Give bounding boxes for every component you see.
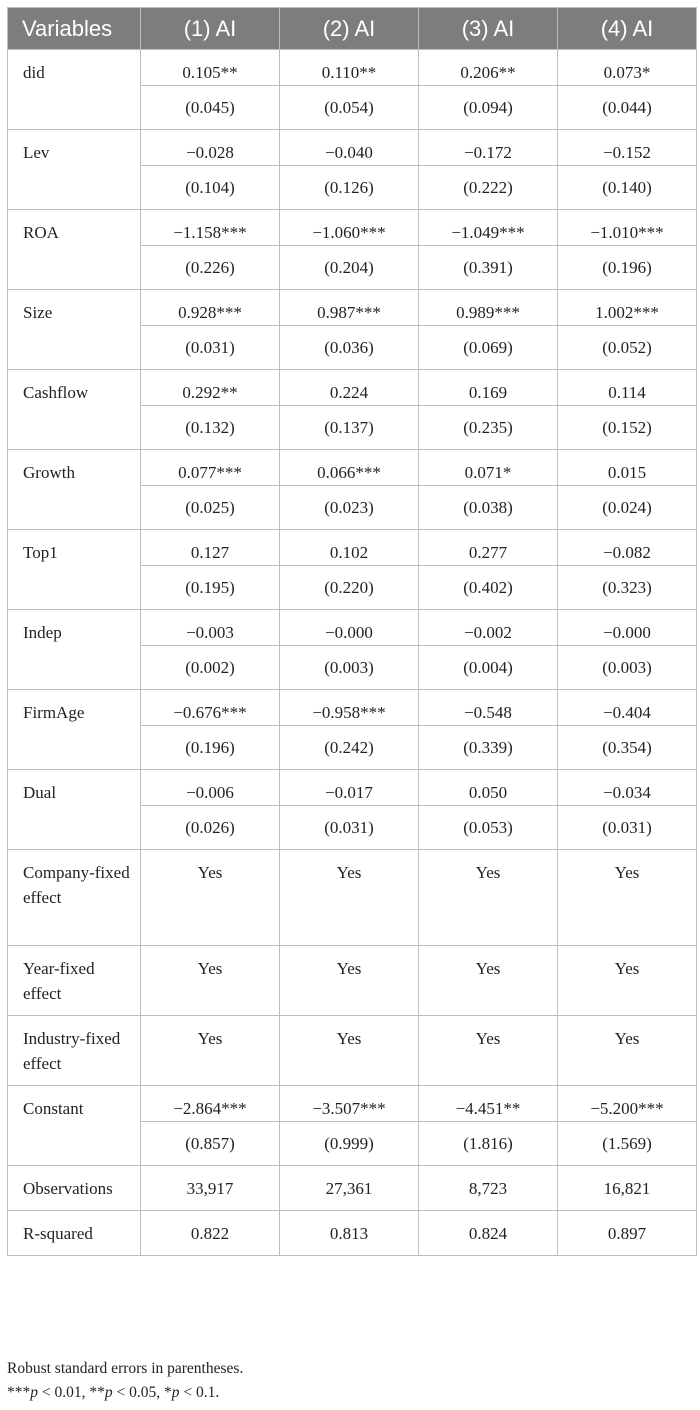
std-error-cell: (0.137) bbox=[280, 406, 419, 450]
footnote-line-2 bbox=[7, 1381, 243, 1405]
table-row bbox=[8, 450, 697, 486]
regression-table bbox=[7, 7, 697, 1256]
coefficient-cell: −0.006 bbox=[141, 770, 280, 806]
coefficient-cell: 0.292** bbox=[141, 370, 280, 406]
variable-name: Growth bbox=[8, 450, 141, 530]
coefficient-cell: 0.989*** bbox=[419, 290, 558, 326]
coefficient-cell: −2.864*** bbox=[141, 1086, 280, 1122]
value-cell: Yes bbox=[280, 850, 419, 946]
coefficient-cell: −0.000 bbox=[558, 610, 697, 646]
std-error-cell: (0.026) bbox=[141, 806, 280, 850]
coefficient-cell: 0.071* bbox=[419, 450, 558, 486]
std-error-cell: (0.036) bbox=[280, 326, 419, 370]
header-model-3: (3) AI bbox=[419, 8, 558, 50]
coefficient-cell: 0.114 bbox=[558, 370, 697, 406]
coefficient-cell: 0.169 bbox=[419, 370, 558, 406]
table-row bbox=[8, 50, 697, 86]
coefficient-cell: −1.158*** bbox=[141, 210, 280, 246]
coefficient-cell: −0.404 bbox=[558, 690, 697, 726]
std-error-cell: (0.045) bbox=[141, 86, 280, 130]
value-cell: 0.824 bbox=[419, 1211, 558, 1256]
std-error-cell: (0.220) bbox=[280, 566, 419, 610]
coefficient-cell: −0.152 bbox=[558, 130, 697, 166]
rsquared-row bbox=[8, 1211, 697, 1256]
variable-name: Top1 bbox=[8, 530, 141, 610]
table-row bbox=[8, 610, 697, 646]
std-error-cell: (0.002) bbox=[141, 646, 280, 690]
value-cell: Yes bbox=[280, 946, 419, 1016]
table-row bbox=[8, 530, 697, 566]
std-error-cell: (0.003) bbox=[280, 646, 419, 690]
std-error-cell: (0.132) bbox=[141, 406, 280, 450]
coefficient-cell: 0.110** bbox=[280, 50, 419, 86]
coefficient-cell: −0.040 bbox=[280, 130, 419, 166]
header-model-2: (2) AI bbox=[280, 8, 419, 50]
value-cell: 0.813 bbox=[280, 1211, 419, 1256]
variable-name: Cashflow bbox=[8, 370, 141, 450]
table-row bbox=[8, 290, 697, 326]
std-error-cell: (1.569) bbox=[558, 1122, 697, 1166]
coefficient-cell: −1.049*** bbox=[419, 210, 558, 246]
std-error-cell: (1.816) bbox=[419, 1122, 558, 1166]
variable-name: Dual bbox=[8, 770, 141, 850]
coefficient-cell: 0.015 bbox=[558, 450, 697, 486]
sig-stars-3: * bbox=[164, 1384, 172, 1401]
value-cell: Yes bbox=[141, 1016, 280, 1086]
coefficient-cell: 0.050 bbox=[419, 770, 558, 806]
std-error-cell: (0.226) bbox=[141, 246, 280, 290]
coefficient-cell: 1.002*** bbox=[558, 290, 697, 326]
value-cell: 8,723 bbox=[419, 1166, 558, 1211]
coefficient-cell: 0.987*** bbox=[280, 290, 419, 326]
header-model-4: (4) AI bbox=[558, 8, 697, 50]
std-error-cell: (0.323) bbox=[558, 566, 697, 610]
value-cell: Yes bbox=[141, 946, 280, 1016]
std-error-cell: (0.044) bbox=[558, 86, 697, 130]
variable-name: Year-fixed effect bbox=[8, 946, 141, 1016]
coefficient-cell: 0.277 bbox=[419, 530, 558, 566]
std-error-cell: (0.052) bbox=[558, 326, 697, 370]
std-error-cell: (0.031) bbox=[141, 326, 280, 370]
variable-name: did bbox=[8, 50, 141, 130]
std-error-cell: (0.094) bbox=[419, 86, 558, 130]
table-row bbox=[8, 690, 697, 726]
value-cell: Yes bbox=[141, 850, 280, 946]
std-error-cell: (0.242) bbox=[280, 726, 419, 770]
coefficient-cell: 0.224 bbox=[280, 370, 419, 406]
std-error-cell: (0.235) bbox=[419, 406, 558, 450]
value-cell: 33,917 bbox=[141, 1166, 280, 1211]
coefficient-cell: −0.676*** bbox=[141, 690, 280, 726]
value-cell: 27,361 bbox=[280, 1166, 419, 1211]
sig-stars-1: *** bbox=[7, 1384, 31, 1401]
coefficient-cell: −5.200*** bbox=[558, 1086, 697, 1122]
std-error-cell: (0.195) bbox=[141, 566, 280, 610]
table-row bbox=[8, 770, 697, 806]
coefficient-cell: −0.002 bbox=[419, 610, 558, 646]
std-error-cell: (0.222) bbox=[419, 166, 558, 210]
header-model-1: (1) AI bbox=[141, 8, 280, 50]
std-error-cell: (0.023) bbox=[280, 486, 419, 530]
header-variables: Variables bbox=[8, 8, 141, 50]
observations-row bbox=[8, 1166, 697, 1211]
value-cell: Yes bbox=[419, 850, 558, 946]
coefficient-cell: −0.003 bbox=[141, 610, 280, 646]
coefficient-cell: −1.060*** bbox=[280, 210, 419, 246]
std-error-cell: (0.196) bbox=[558, 246, 697, 290]
coefficient-cell: 0.066*** bbox=[280, 450, 419, 486]
value-cell: 16,821 bbox=[558, 1166, 697, 1211]
std-error-cell: (0.140) bbox=[558, 166, 697, 210]
variable-name: R-squared bbox=[8, 1211, 141, 1256]
variable-name: Constant bbox=[8, 1086, 141, 1166]
value-cell: Yes bbox=[558, 850, 697, 946]
std-error-cell: (0.857) bbox=[141, 1122, 280, 1166]
coefficient-cell: −0.548 bbox=[419, 690, 558, 726]
coefficient-cell: 0.928*** bbox=[141, 290, 280, 326]
coefficient-cell: −0.028 bbox=[141, 130, 280, 166]
std-error-cell: (0.152) bbox=[558, 406, 697, 450]
variable-name: Industry-fixed effect bbox=[8, 1016, 141, 1086]
std-error-cell: (0.354) bbox=[558, 726, 697, 770]
coefficient-cell: 0.073* bbox=[558, 50, 697, 86]
variable-name: Lev bbox=[8, 130, 141, 210]
coefficient-cell: −0.017 bbox=[280, 770, 419, 806]
coefficient-cell: −0.034 bbox=[558, 770, 697, 806]
std-error-cell: (0.031) bbox=[280, 806, 419, 850]
std-error-cell: (0.053) bbox=[419, 806, 558, 850]
coefficient-cell: −4.451** bbox=[419, 1086, 558, 1122]
std-error-cell: (0.391) bbox=[419, 246, 558, 290]
header-row bbox=[8, 8, 697, 50]
sig-threshold-2: < 0.05, bbox=[112, 1384, 164, 1401]
variable-name: ROA bbox=[8, 210, 141, 290]
variable-name: Company-fixed effect bbox=[8, 850, 141, 946]
sig-threshold-3: < 0.1. bbox=[179, 1384, 220, 1401]
variable-name: Observations bbox=[8, 1166, 141, 1211]
std-error-cell: (0.204) bbox=[280, 246, 419, 290]
std-error-cell: (0.025) bbox=[141, 486, 280, 530]
coefficient-cell: 0.105** bbox=[141, 50, 280, 86]
coefficient-cell: 0.206** bbox=[419, 50, 558, 86]
coefficient-cell: −1.010*** bbox=[558, 210, 697, 246]
table-footnote bbox=[7, 1357, 243, 1405]
sig-stars-2: ** bbox=[89, 1384, 105, 1401]
coefficient-cell: 0.077*** bbox=[141, 450, 280, 486]
value-cell: Yes bbox=[280, 1016, 419, 1086]
table-body bbox=[8, 50, 697, 1256]
table-row bbox=[8, 370, 697, 406]
footnote-line-1: Robust standard errors in parentheses. bbox=[7, 1360, 244, 1377]
variable-name: FirmAge bbox=[8, 690, 141, 770]
std-error-cell: (0.004) bbox=[419, 646, 558, 690]
std-error-cell: (0.038) bbox=[419, 486, 558, 530]
std-error-cell: (0.402) bbox=[419, 566, 558, 610]
value-cell: 0.822 bbox=[141, 1211, 280, 1256]
variable-name: Size bbox=[8, 290, 141, 370]
std-error-cell: (0.054) bbox=[280, 86, 419, 130]
coefficient-cell: −0.082 bbox=[558, 530, 697, 566]
std-error-cell: (0.339) bbox=[419, 726, 558, 770]
std-error-cell: (0.999) bbox=[280, 1122, 419, 1166]
std-error-cell: (0.104) bbox=[141, 166, 280, 210]
fixed-effect-row bbox=[8, 946, 697, 1016]
coefficient-cell: 0.127 bbox=[141, 530, 280, 566]
p-symbol-1: p bbox=[30, 1384, 38, 1401]
std-error-cell: (0.069) bbox=[419, 326, 558, 370]
table-row bbox=[8, 210, 697, 246]
std-error-cell: (0.196) bbox=[141, 726, 280, 770]
variable-name: Indep bbox=[8, 610, 141, 690]
value-cell: Yes bbox=[419, 946, 558, 1016]
std-error-cell: (0.024) bbox=[558, 486, 697, 530]
fixed-effect-row bbox=[8, 1016, 697, 1086]
table-row bbox=[8, 1086, 697, 1122]
value-cell: Yes bbox=[558, 1016, 697, 1086]
std-error-cell: (0.126) bbox=[280, 166, 419, 210]
coefficient-cell: 0.102 bbox=[280, 530, 419, 566]
table-row bbox=[8, 130, 697, 166]
coefficient-cell: −0.000 bbox=[280, 610, 419, 646]
p-symbol-2: p bbox=[104, 1384, 113, 1401]
std-error-cell: (0.003) bbox=[558, 646, 697, 690]
p-symbol-3: p bbox=[171, 1384, 180, 1401]
coefficient-cell: −0.958*** bbox=[280, 690, 419, 726]
value-cell: Yes bbox=[558, 946, 697, 1016]
value-cell: 0.897 bbox=[558, 1211, 697, 1256]
coefficient-cell: −3.507*** bbox=[280, 1086, 419, 1122]
std-error-cell: (0.031) bbox=[558, 806, 697, 850]
value-cell: Yes bbox=[419, 1016, 558, 1086]
sig-threshold-1: < 0.01, bbox=[38, 1384, 90, 1401]
coefficient-cell: −0.172 bbox=[419, 130, 558, 166]
fixed-effect-row bbox=[8, 850, 697, 946]
